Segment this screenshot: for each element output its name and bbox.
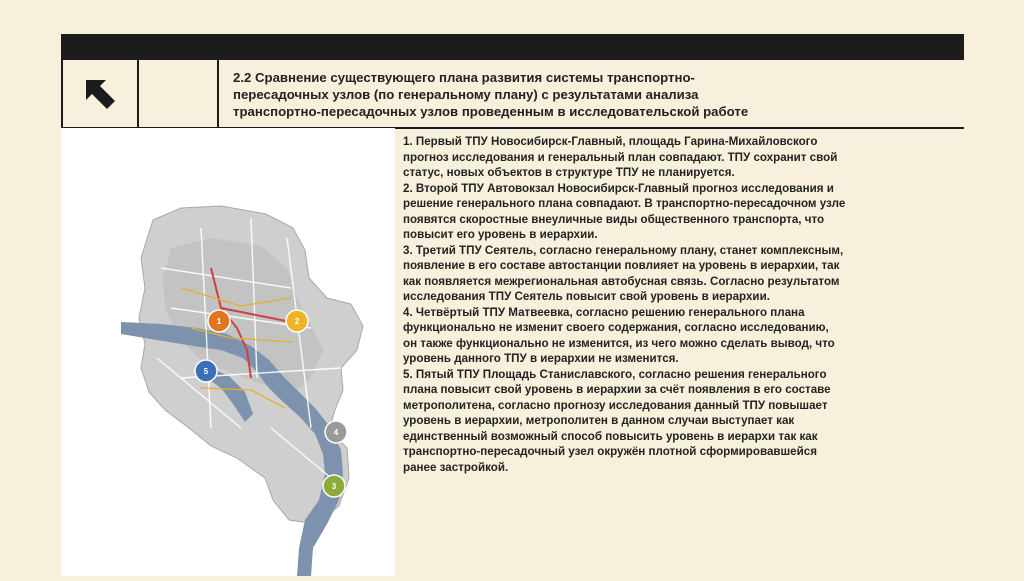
text-line: статус, новых объектов в структуре ТПУ не планируется. <box>403 166 735 179</box>
text-line: 5. Пятый ТПУ Площадь Станиславского, согласно решения генерального <box>403 367 827 381</box>
node-label: 4 <box>333 428 339 437</box>
text-line: 2. Второй ТПУ Автовокзал Новосибирск-Главный прогноз исследования и <box>403 181 834 195</box>
text-line: он также функционально не изменится, из чего можно сделать вывод, что <box>403 336 835 350</box>
text-line: ранее застройкой. <box>403 460 509 474</box>
title-line: 2.2 Сравнение существующего плана развития системы транспортно- <box>233 70 695 85</box>
text-line: функционально не изменит своего содержания, согласно исследованию, <box>403 321 829 334</box>
header-empty-cell <box>139 60 219 127</box>
text-line: 3. Третий ТПУ Сеятель, согласно генеральному плану, станет комплексным, <box>403 243 844 257</box>
back-arrow-cell[interactable] <box>61 60 139 127</box>
arrow-up-left-icon[interactable] <box>82 76 118 112</box>
header-row <box>61 60 964 129</box>
text-line: метрополитена, согласно прогнозу исследования данный ТПУ повышает <box>403 398 828 412</box>
title-line: транспортно-пересадочных узлов проведенным в исследовательской работе <box>233 104 749 119</box>
text-line: плана повысит свой уровень в иерархии за счёт появления в его составе <box>403 383 831 396</box>
text-line: повысит его уровень в иерархии. <box>403 228 598 241</box>
text-line: уровень в иерархии, метрополитен в данном случаи выступает как <box>403 414 795 427</box>
text-line: единственный возможный способ повысить уровень в иерархи так как <box>403 429 818 443</box>
city-map <box>61 128 395 576</box>
node-label: 3 <box>331 482 337 491</box>
text-line: прогноз исследования и генеральный план совпадают. ТПУ сохранит свой <box>403 150 838 164</box>
city-map-panel <box>61 128 395 576</box>
node-label: 2 <box>294 317 300 326</box>
body-text <box>403 134 963 475</box>
text-line: уровень данного ТПУ в иерархии не изменится. <box>403 352 679 365</box>
text-line: решение генерального плана совпадают. В транспортно-пересадочном узле <box>403 197 846 210</box>
text-line: 4. Четвёртый ТПУ Матвеевка, согласно решению генерального плана <box>403 305 805 319</box>
header-bar <box>61 34 964 60</box>
node-label: 1 <box>216 317 222 326</box>
text-line: исследования ТПУ Сеятель повысит свой уровень в иерархии. <box>403 290 770 303</box>
node-label: 5 <box>203 367 209 376</box>
text-line: транспортно-пересадочный узел окружён плотной сформировавшейся <box>403 445 817 458</box>
text-line: 1. Первый ТПУ Новосибирск-Главный, площадь Гарина-Михайловского <box>403 135 818 148</box>
page-title <box>233 69 933 120</box>
text-line: появление в его составе автостанции повлияет на уровень в иерархии, так <box>403 259 840 272</box>
text-line: как появляется межрегиональная автобусная связь. Согласно результатом <box>403 274 840 288</box>
text-line: появятся скоростные внеуличные виды общественного транспорта, что <box>403 212 825 226</box>
title-line: пересадочных узлов (по генеральному плану) с результатами анализа <box>233 87 699 102</box>
